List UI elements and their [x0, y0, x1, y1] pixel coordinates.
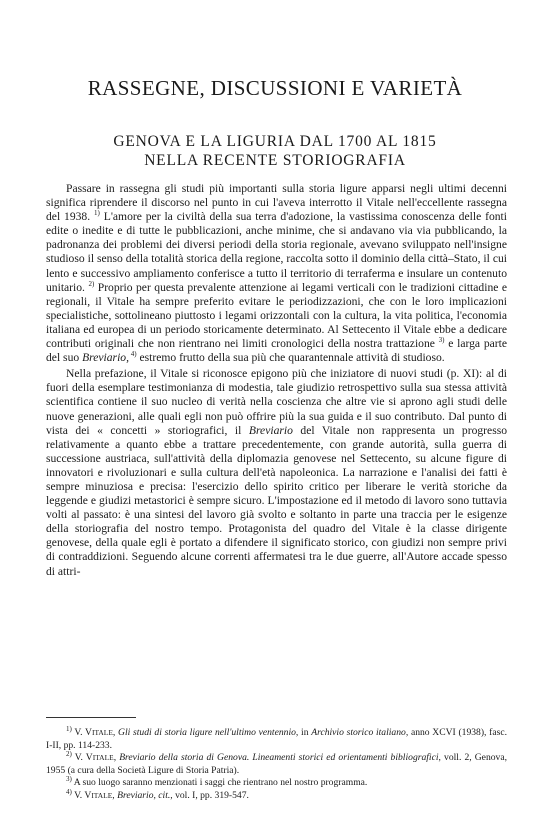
- italic-text: Archivio storico italiano: [311, 727, 406, 738]
- footnote-divider: [46, 717, 136, 718]
- footnote-marker: 1): [66, 724, 72, 733]
- footnote-marker: 2): [66, 750, 72, 758]
- footnote-marker: 3): [66, 775, 72, 784]
- footnote-2: $^{2)}$ V. VITALE, Breviario della storia di Genova. Lineamenti storici ed orientamenti bibliografici, voll. 2, Genova, 1955 (a cura della Società Ligure di Storia Patria).: [46, 750, 507, 776]
- italic-text: Gli studi di storia ligure nell'ultimo ventennio: [118, 727, 296, 738]
- small-caps-text: ITALE: [91, 790, 113, 800]
- footnote-marker: 3): [438, 336, 445, 345]
- footnote-marker: 1): [94, 209, 100, 218]
- footnote-marker: 2): [88, 279, 95, 288]
- italic-text: Breviario: [248, 423, 293, 437]
- footnote-1: $^{1)}$ V. VITALE, Gli studi di storia ligure nell'ultimo ventennio, in Archivio storico italiano, anno XCVI (1938), fasc. I-II, pp. 114-233.: [46, 724, 507, 751]
- small-caps-text: ITALE: [92, 753, 114, 763]
- article-title-line-2: NELLA RECENTE STORIOGRAFIA: [144, 152, 406, 169]
- paragraph-1: Passare in rassegna gli studi più importanti sulla storia ligure apparsi negli ultimi decenni significa riprendere il discorso nel punto in cui l'aveva interrotto il Vitale nell'eccellente rassegna del 1938. $^{1)}$ L'amore per la civiltà della sua terra d'adozione, la vastissima conoscenza delle fonti edite o inedite e di tutte le pubblicazioni, anche minime, che si andavano via via pubblicando, la padronanza dei problemi dei diversi periodi della storia regionale, avevano sviluppato nell'insigne studioso il senso della totalità storica della regione, raccolta sotto il dominio della città–Stato, il cui lento e successivo ampliamento conferisce a tutto il territorio di terraferma e insulare un contenuto unitario. $^{2)}$ Proprio per questa prevalente attenzione ai legami verticali con le tradizioni cittadine e regionali, il Vitale ha sempre preferito evitare le periodizzazioni, che con le loro implicazioni specialistiche, sottolineano piuttosto i legami orizzontali con la cultura, la vita politica, l'economia italiana ed europea di un periodo storicamente determinato. Al Settecento il Vitale ebbe a dedicare contributi originali che non rientrano nei limiti cronologici della nostra trattazione $^{3)}$ e larga parte del suo Breviario, $^{4)}$ estremo frutto della sua più che quarantennale attività di studioso.: [46, 182, 507, 365]
- italic-text: Breviario,: [82, 351, 129, 365]
- footnote-marker: 4): [66, 787, 72, 796]
- italic-text: Breviario, cit.: [117, 789, 171, 801]
- paragraph-2: Nella prefazione, il Vitale si riconosce epigono più che iniziatore di nuovi studi (p. XI): al di fuori della esemplare testimonianza di modestia, tale giudizio retrospettivo sulla sua stessa attività scientifica contiene il suo nucleo di verità nella coscienza che altre vie si aprono agli studi delle nuove generazioni, alle quali egli non può offrire più la sua guida e il suo contributo. Dal punto di vista dei « concetti » storiografici, il Breviario del Vitale non rappresenta un progresso relativamente a quanto ebbe a trattare precedentemente, con grande autorità, sulla guerra di successione austriaca, sull'attività della diplomazia genovese nel Settecento, su alcune figure di innovatori e rivoluzionari e sulla cultura dell'età napoleonica. La narrazione e l'analisi dei fatti è sempre minuziosa e precisa: l'esercizio dello spirito critico per liberare le verità storiche da leggende e giudizi metastorici è sempre sicuro. L'impostazione ed il metodo di lavoro sono tuttavia volti al passato: è una sintesi del lavoro già svolto e soltanto in parte una traccia per le esigenze della storiografia del nostro tempo. Protagonista del quadro del Vitale è la classe dirigente genovese, della quale egli è portato a difendere il significato storico, con giudizi non sempre privi di contraddizioni. Seguendo alcune correnti affermatesi tra le due guerre, all'Autore accade spesso di attri-: [46, 367, 508, 578]
- italic-text: Breviario della storia di Genova. Lineamenti storici ed orientamenti bibliografici: [119, 752, 439, 764]
- section-title: RASSEGNE, DISCUSSIONI E VARIETÀ: [87, 76, 463, 100]
- footnote-4: $^{4)}$ V. VITALE, Breviario, cit., vol. I, pp. 319-547.: [66, 787, 249, 801]
- body-text: [46, 182, 507, 579]
- footnotes: [46, 724, 507, 803]
- small-caps-text: ITALE: [91, 728, 113, 737]
- footnote-3: $^{3)}$ A suo luogo saranno menzionati i saggi che rientrano nel nostro programma.: [66, 775, 368, 789]
- article-title-line-1: GENOVA E LA LIGURIA DAL 1700 AL 1815: [113, 133, 437, 150]
- footnote-marker: 4): [128, 350, 137, 359]
